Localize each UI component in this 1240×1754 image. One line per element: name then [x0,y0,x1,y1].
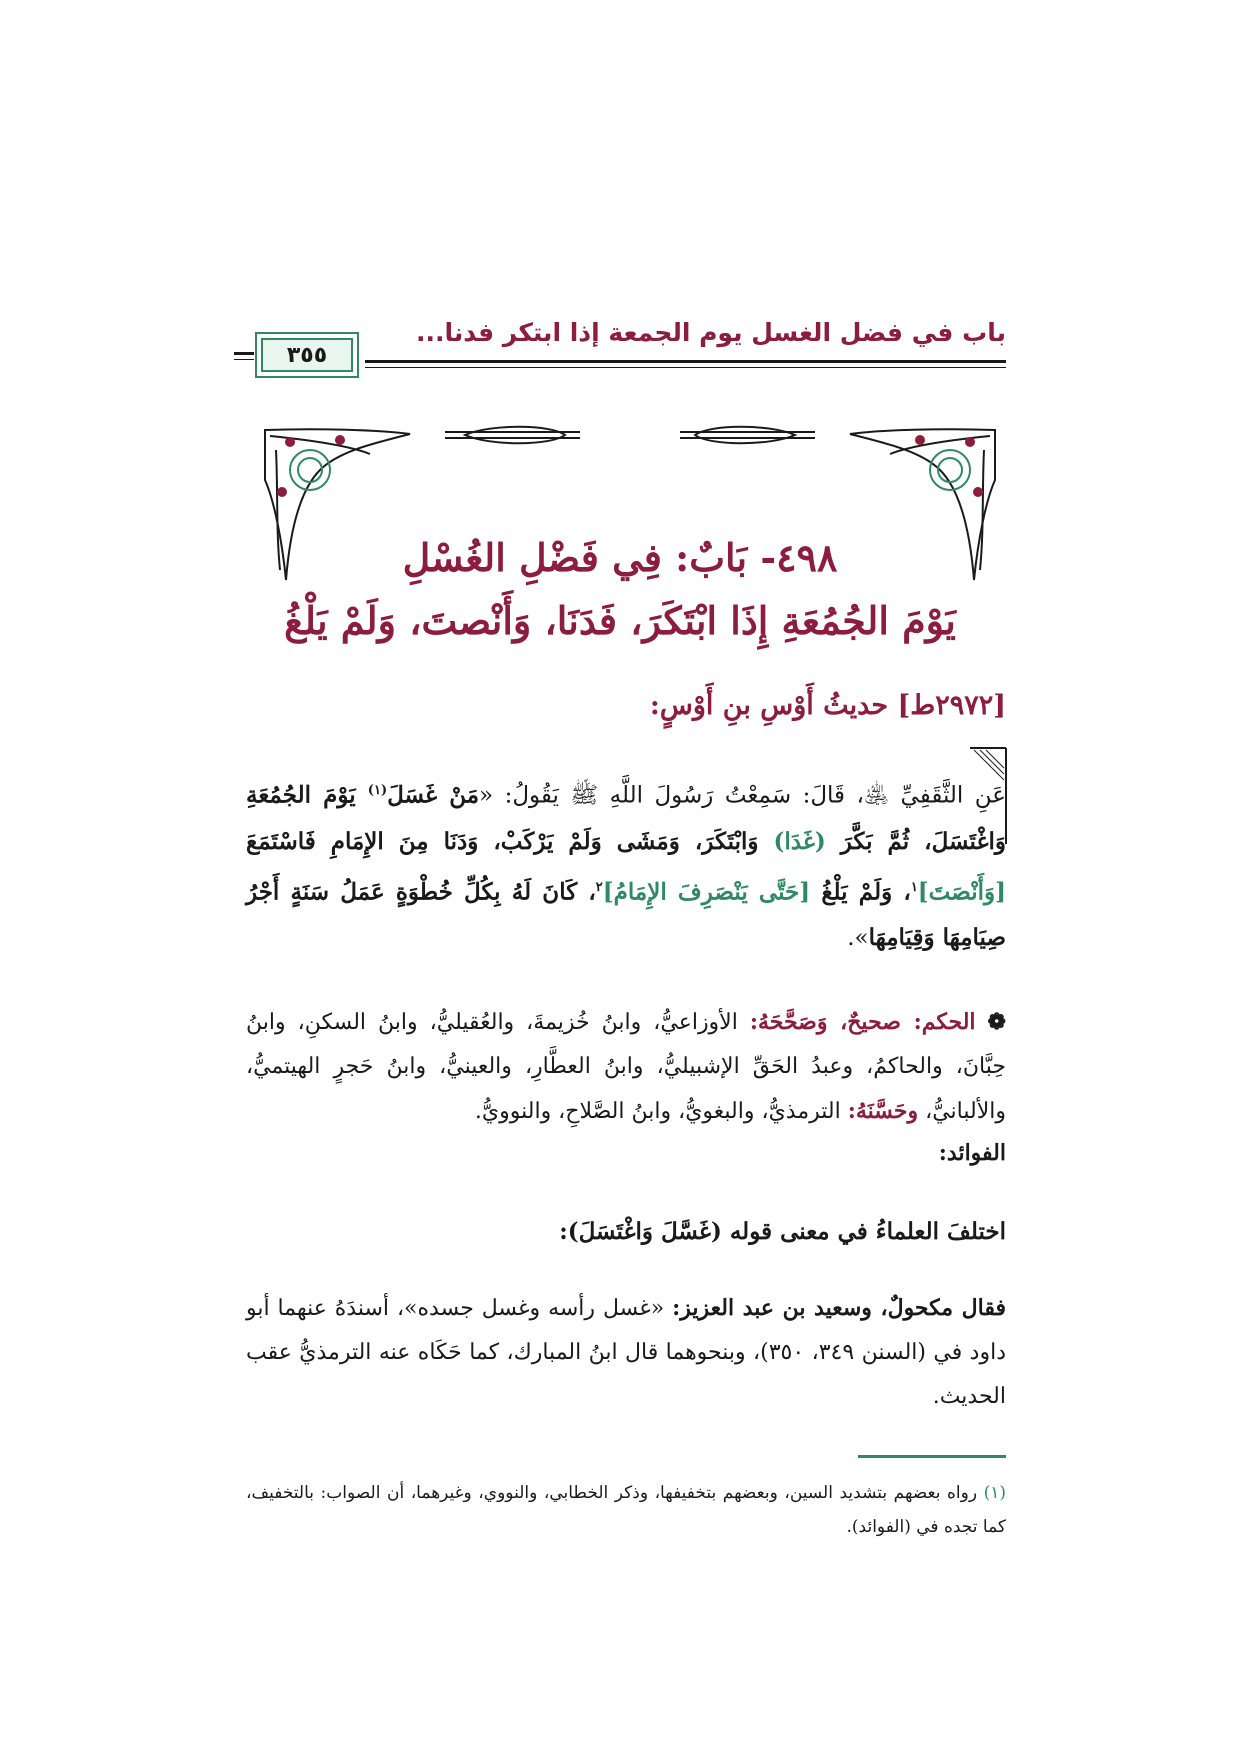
header-rule-left-thin [234,359,254,360]
footnote-separator [858,1455,1006,1458]
hadith-text-1: مَنْ غَسَلَ [387,781,480,809]
hadith-text-5: ، كَانَ لَهُ بِكُلِّ خُطْوَةٍ عَمَلُ سَنَةٍ أَجْرُ صِيَامِهَا وَقِيَامِهَا [246,878,1006,952]
header-rule-right-thick [365,360,1006,363]
makhul-text: «غسل رأسه وغسل جسده»، أسندَهُ عنهما أبو داود في (السنن ٣٤٩، ٣٥٠)، وبنحوهما قال ابنُ المبارك، كما حَكَاه عنه الترمذيُّ عقب الحديث. [246,1296,1006,1409]
variant-reading-2: [وَأَنْصَتَ] [917,878,1006,906]
hadith-intro: عَنِ الثَّقَفِيِّ ﵁، قَالَ: سَمِعْتُ رَسُولَ اللَّهِ ﷺ يَقُولُ: « [479,782,1006,809]
hadith-reference: [٢٩٧٢ط] حديثُ أَوْسِ بنِ أَوْسٍ: [649,690,1006,721]
footnote-text: رواه بعضهم بتشديد السين، وبعضهم بتخفيفها، وذكر الخطابي، والنووي، وغيرهما، أن الصواب: بالتخفيف، كما تجده في (الفوائد). [246,1483,1006,1537]
ruling-hasan: وحَسَّنَهُ: [847,1098,919,1124]
variant-marker-1: ١ [910,879,918,895]
page-number: ٣٥٥ [286,342,328,368]
hadith-text [246,768,1006,961]
ruling-sahih-list: الأوزاعيُّ، وابنُ خُزيمةَ، والعُقيليُّ، وابنُ السكنِ، وابنُ حِبَّانَ، والحاكمُ، وعبدُ الحَقِّ الإشبيليُّ، وابنُ العطَّارِ، والعينيُّ، وابنُ حَجرٍ الهيتميُّ، والألبانيُّ، [246,1010,1006,1124]
scholars-differ-heading: اختلفَ العلماءُ في معنى قوله (غَسَّلَ وَاغْتَسَلَ): [559,1218,1006,1245]
header-rule-left-thick [234,352,254,355]
hadith-end: ». [847,925,869,952]
flower-icon: ❁ [987,1009,1006,1035]
footnote [246,1476,1006,1544]
ruling-paragraph [246,1000,1006,1134]
top-bands [445,427,815,444]
variant-reading-3: [حَتَّى يَنْصَرِفَ الإِمَامُ] [602,878,811,906]
makhul-lead: فقال مكحولٌ، وسعيد بن عبد العزيز: [672,1295,1006,1321]
variant-marker-2: ٢ [595,879,603,895]
header-rule-right-thin [365,367,1006,368]
hadith-text-4: ، وَلَمْ يَلْغُ [810,878,911,906]
hadith-text-3: وَابْتَكَرَ، وَمَشَى وَلَمْ يَرْكَبْ، وَدَنَا مِنَ الإِمَامِ فَاسْتَمَعَ [246,827,774,855]
chapter-title-line-1: ٤٩٨- بَابٌ: فِي فَضْلِ الغُسْلِ [402,535,838,580]
ruling-hasan-list: الترمذيُّ، والبغويُّ، وابنُ الصَّلاحِ، والنوويُّ. [474,1099,848,1124]
ruling-sahih: صحيحٌ، وَصَحَّحَهُ: [749,1009,901,1035]
hadith-text-2: يَوْمَ الجُمُعَةِ وَاغْتَسَلَ، ثُمَّ بَكَّرَ [246,781,1006,855]
footnote-marker: (١) [367,783,388,798]
makhul-paragraph [246,1286,1006,1419]
page-number-frame [255,332,359,378]
running-header-title: باب في فضل الغسل يوم الجمعة إذا ابتكر فدنا... [415,318,1006,347]
benefits-heading: الفوائد: [938,1140,1006,1166]
ruling-label: الحكم: [900,1009,976,1035]
variant-reading-1: (غَدَا) [773,827,826,855]
chapter-title-line-2: يَوْمَ الجُمُعَةِ إِذَا ابْتَكَرَ، فَدَنَا، وَأَنْصتَ، وَلَمْ يَلْغُ [284,598,956,643]
footnote-number: (١) [983,1483,1006,1503]
